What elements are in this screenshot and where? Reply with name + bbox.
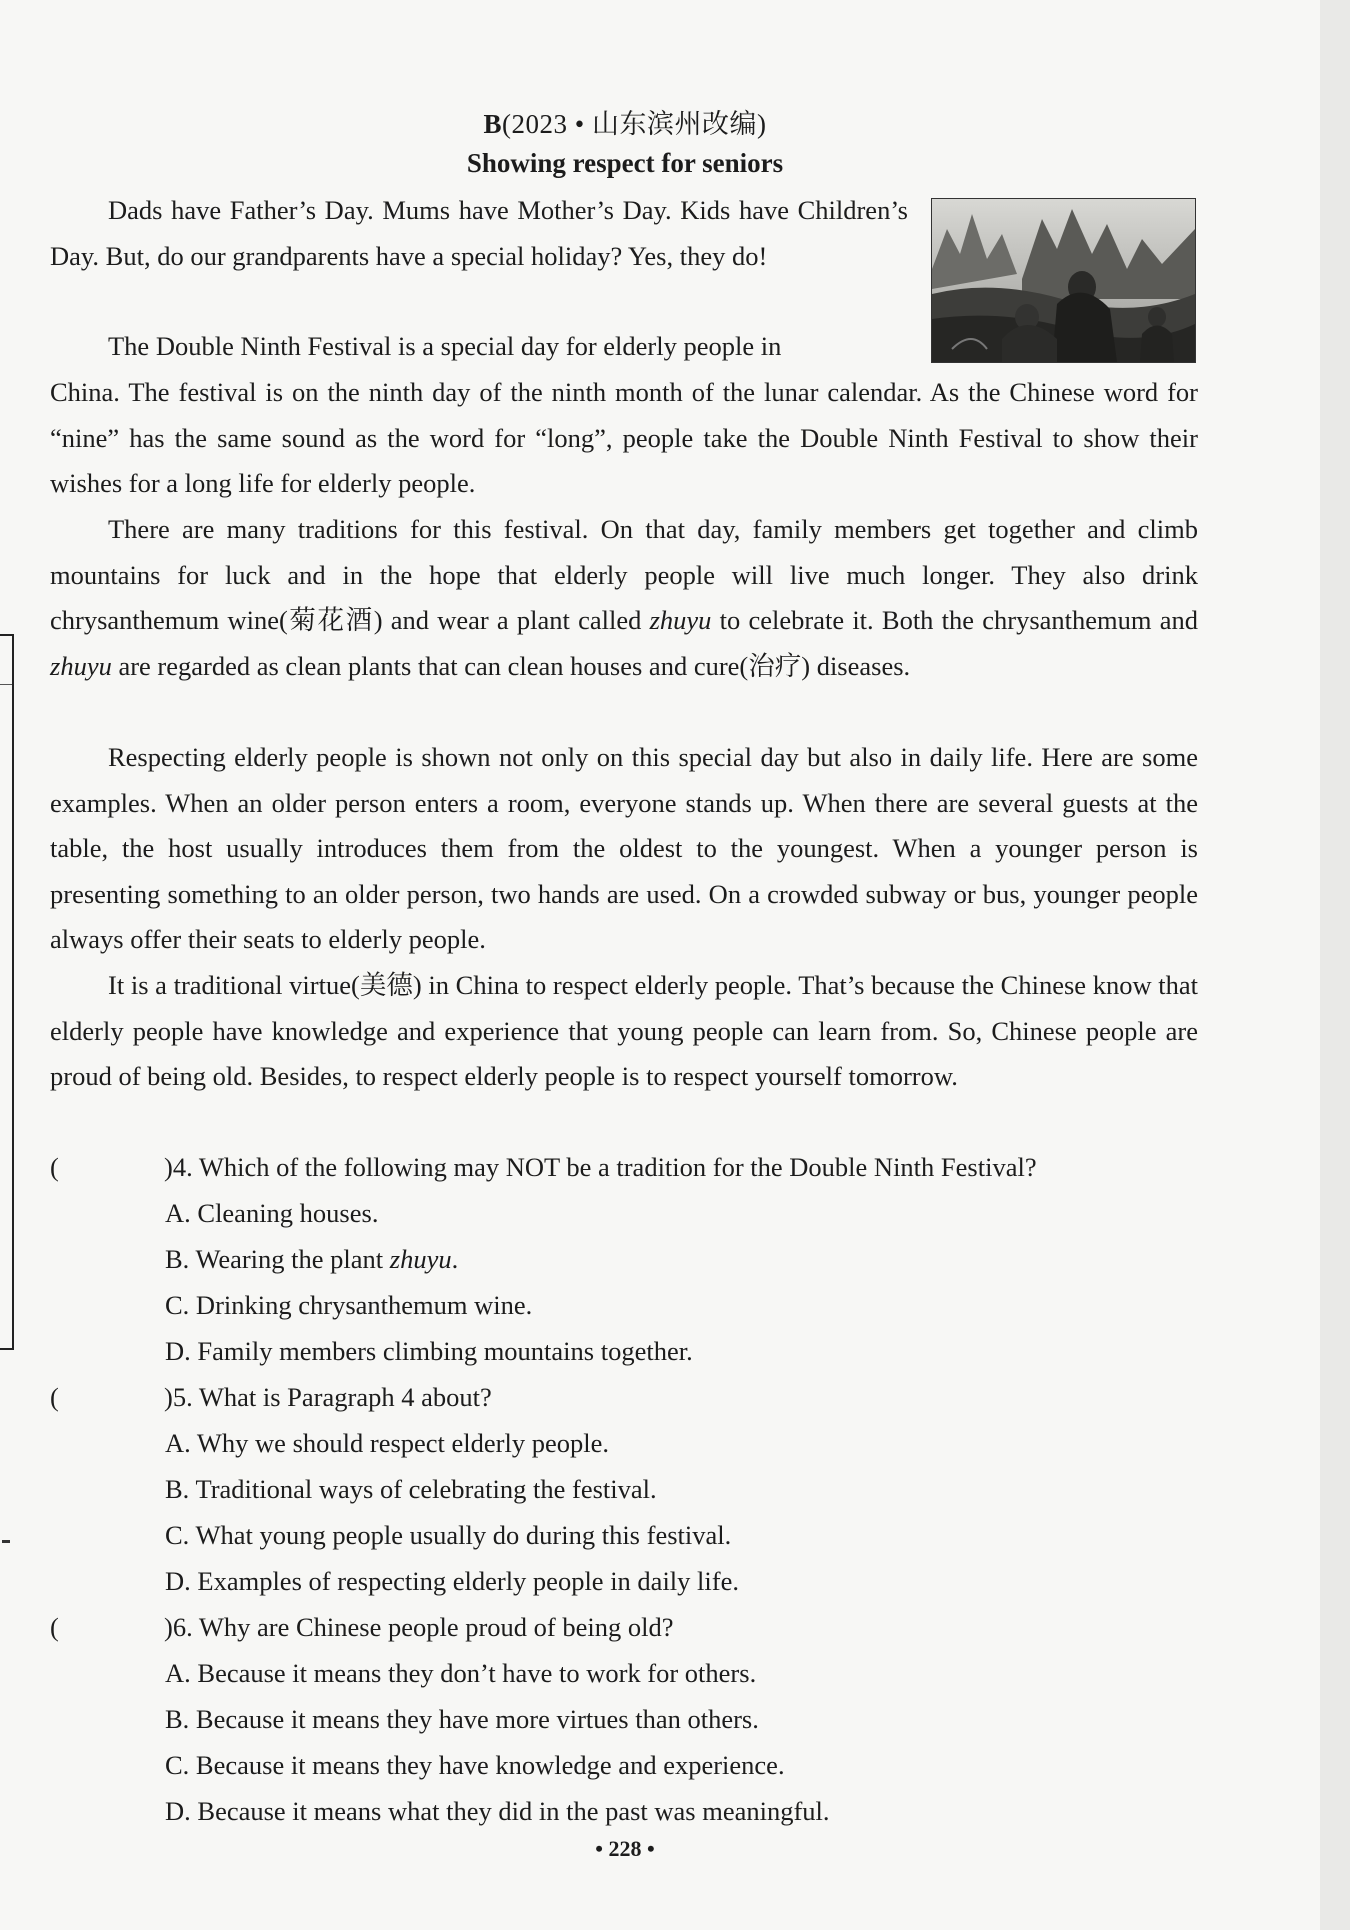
option-c: C. Drinking chrysanthemum wine. xyxy=(165,1290,533,1320)
passage-source-detail: (2023 • 山东滨州改编) xyxy=(502,109,767,139)
paragraph-5: It is a traditional virtue(美德) in China to respect elderly people. That’s because the Chinese know that elderly people have knowledge and experience that young people can learn from. So, Chinese people are proud of being old. Besides, to respect elderly people is to respect yourself tomorrow. xyxy=(50,970,1198,1091)
landscape-painting-icon xyxy=(932,199,1195,362)
question-stem: )5. What is Paragraph 4 about? xyxy=(164,1382,492,1412)
paragraph-1: Dads have Father’s Day. Mums have Mother’s Day. Kids have Children’s Day. But, do our grandparents have a special holiday? Yes, they do! xyxy=(50,195,908,271)
answer-blank[interactable]: ( xyxy=(50,1152,59,1182)
paragraph-4: Respecting elderly people is shown not only on this special day but also in daily life. Here are some examples. When an older person enters a room, everyone stands up. When there are several guests at the table, the host usually introduces them from the oldest to the youngest. When a younger person is presenting something to an older person, two hands are used. On a crowded subway or bus, younger people always offer their seats to elderly people. xyxy=(50,742,1198,954)
option-c: C. Because it means they have knowledge and experience. xyxy=(165,1750,785,1780)
question-4 xyxy=(50,1145,1037,1191)
passage-source xyxy=(0,102,1250,141)
page-number: • 228 • xyxy=(595,1836,655,1861)
page-edge-shadow xyxy=(1320,0,1350,1930)
zhuyu-term: zhuyu xyxy=(389,1244,452,1274)
binding-tick xyxy=(0,684,12,685)
option-b xyxy=(165,1237,458,1283)
option-d: D. Family members climbing mountains together. xyxy=(165,1336,693,1366)
passage-letter: B xyxy=(483,109,503,139)
paragraph-3-text-a: There are many traditions for this festival. On that day, family members get together and climb mountains for luck and in the hope that elderly people will live much longer. They also drink chrysanthemum wine(菊花酒) and wear a plant called xyxy=(50,514,1198,635)
option-b-period: . xyxy=(451,1244,459,1274)
question-6 xyxy=(50,1605,674,1651)
zhuyu-term: zhuyu xyxy=(50,650,112,681)
passage-title: Showing respect for seniors xyxy=(466,148,784,178)
option-c: C. What young people usually do during this festival. xyxy=(165,1520,732,1550)
paragraph-2-rest: China. The festival is on the ninth day of the ninth month of the lunar calendar. As the Chinese word for “nine” has the same sound as the word for “long”, people take the Double Ninth Festival to show their wishes for a long life for elderly people. xyxy=(50,377,1198,498)
option-d: D. Examples of respecting elderly people in daily life. xyxy=(165,1566,739,1596)
paragraph-3-text-c: are regarded as clean plants that can clean houses and cure(治疗) diseases. xyxy=(111,650,911,681)
paragraph-2-first-line: The Double Ninth Festival is a special day for elderly people in xyxy=(108,331,782,361)
paragraph-3-text-b: to celebrate it. Both the chrysanthemum and xyxy=(711,605,1198,635)
binding-bracket xyxy=(0,634,14,1350)
option-a: A. Cleaning houses. xyxy=(165,1198,379,1228)
option-b: B. Traditional ways of celebrating the festival. xyxy=(165,1474,657,1504)
option-b: B. Because it means they have more virtues than others. xyxy=(165,1704,759,1734)
answer-blank[interactable]: ( xyxy=(50,1382,59,1412)
question-stem: )6. Why are Chinese people proud of being old? xyxy=(164,1612,674,1642)
festival-illustration xyxy=(931,198,1196,363)
margin-mark xyxy=(2,1540,10,1543)
option-a: A. Why we should respect elderly people. xyxy=(165,1428,609,1458)
question-stem: )4. Which of the following may NOT be a tradition for the Double Ninth Festival? xyxy=(164,1152,1037,1182)
option-b-text: B. Wearing the plant xyxy=(165,1244,390,1274)
zhuyu-term: zhuyu xyxy=(649,605,712,635)
question-5 xyxy=(50,1375,492,1421)
option-d: D. Because it means what they did in the past was meaningful. xyxy=(165,1796,830,1826)
paragraph-3 xyxy=(50,507,1198,689)
option-a: A. Because it means they don’t have to work for others. xyxy=(165,1658,757,1688)
answer-blank[interactable]: ( xyxy=(50,1612,59,1642)
